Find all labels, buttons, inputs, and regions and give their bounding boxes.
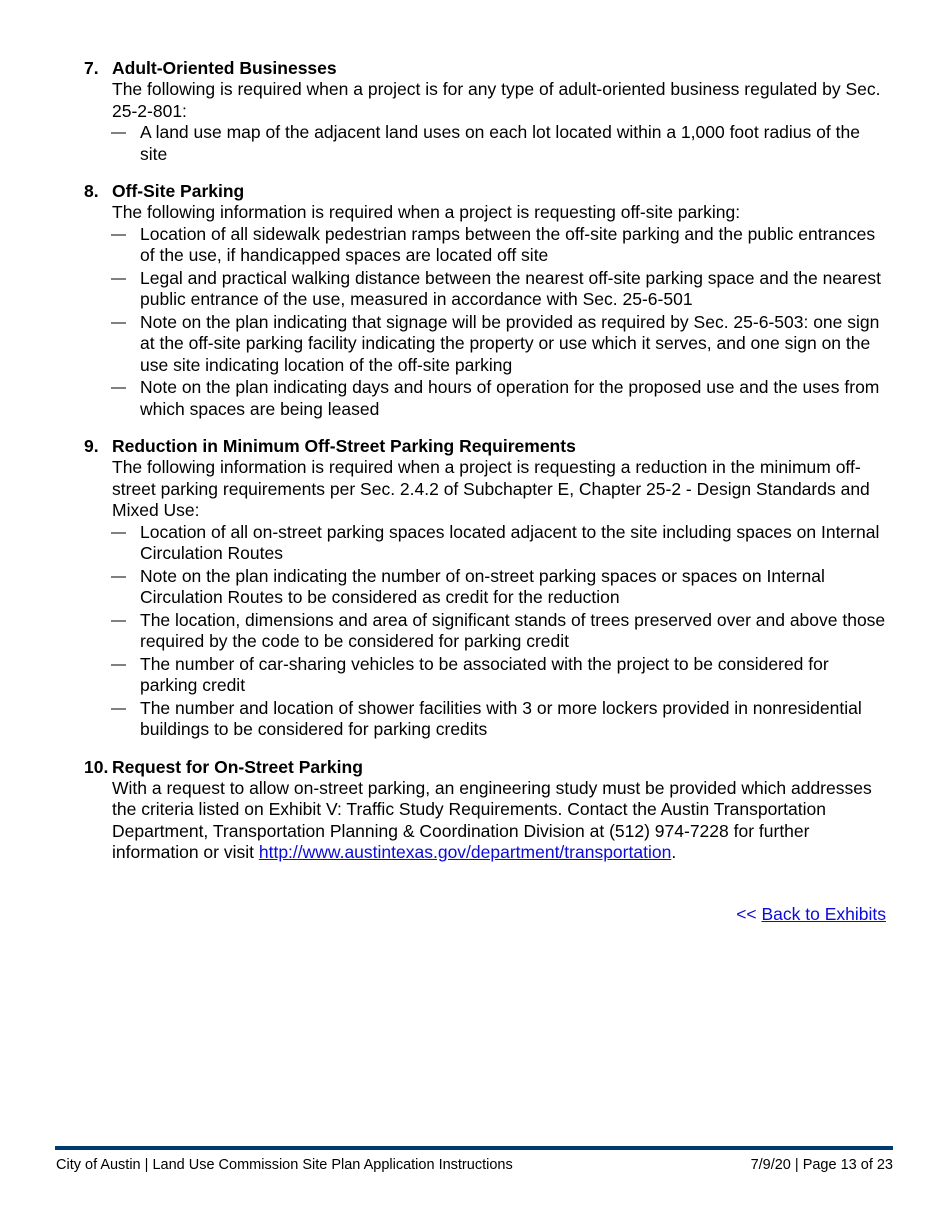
dash-bullet-icon: — [111, 611, 126, 629]
back-arrow-icon: << [736, 904, 762, 924]
section-title: Request for On-Street Parking [112, 756, 363, 777]
list-item-text: A land use map of the adjacent land uses on each lot located within a 1,000 foot radius of the site [140, 122, 860, 164]
section-parking-reduction [0, 435, 950, 741]
section-on-street-parking [0, 756, 950, 864]
section-body-trailing: . [671, 842, 677, 862]
section-number: 10. [84, 756, 109, 777]
dash-bullet-icon: — [111, 523, 126, 541]
list-item [111, 223, 890, 267]
section-body [112, 778, 895, 864]
dash-bullet-icon: — [111, 269, 126, 287]
section-number: 9. [84, 436, 99, 456]
document-body [0, 57, 950, 879]
transportation-link[interactable]: http://www.austintexas.gov/department/transportation [258, 842, 672, 862]
list-item [111, 267, 890, 311]
section-off-site-parking [0, 180, 950, 420]
dash-bullet-icon: — [111, 379, 126, 396]
list-item-text: Location of all sidewalk pedestrian ramps between the off-site parking and the public entrances of the use, if handicapped spaces are located off site [140, 223, 876, 265]
section-adult-oriented-businesses [0, 57, 950, 165]
section-body-text: With a request to allow on-street parking, an engineering study must be provided which addresses the criteria listed on Exhibit V: Traffic Study Requirements. Contact the Austin Transportation Department, Transportation Planning & Coordination Division at (512) 974-7228 for further information or visit [112, 777, 872, 862]
list-item-text: Note on the plan indicating that signage will be provided as required by Sec. 25-6-503: one sign at the off-site parking facility indicating the property or use which it serves, and one sign on the use site indicating location of the off-site parking [140, 311, 880, 375]
back-navigation [736, 903, 886, 925]
section-intro: The following information is required when a project is requesting off-site parking: [112, 202, 741, 222]
footer-page-info: 7/9/20 | Page 13 of 23 [750, 1157, 893, 1173]
list-item [111, 697, 890, 741]
dash-bullet-icon: — [111, 567, 126, 585]
list-item [111, 565, 890, 609]
section-intro: The following information is required when a project is requesting a reduction in the minimum off-street parking requirements per Sec. 2.4.2 of Subchapter E, Chapter 25-2 - Design Standards and Mixed Use: [112, 457, 870, 520]
footer-divider [55, 1146, 893, 1150]
section-number: 8. [84, 181, 99, 201]
list-item-text: The number and location of shower facilities with 3 or more lockers provided in nonresidential buildings to be considered for parking credits [140, 697, 862, 739]
bullet-list [0, 522, 950, 741]
dash-bullet-icon: — [111, 225, 126, 243]
list-item [111, 122, 890, 165]
list-item [111, 521, 890, 565]
footer-title: City of Austin | Land Use Commission Site Plan Application Instructions [56, 1157, 513, 1173]
list-item [111, 377, 890, 420]
dash-bullet-icon: — [111, 699, 126, 717]
back-to-exhibits-link[interactable]: Back to Exhibits [761, 904, 886, 924]
section-title: Reduction in Minimum Off-Street Parking Requirements [112, 436, 576, 456]
list-item [111, 311, 890, 377]
bullet-list [0, 224, 950, 421]
list-item-text: Location of all on-street parking spaces located adjacent to the site including spaces on Internal Circulation Routes [140, 521, 880, 563]
section-title: Off-Site Parking [112, 181, 245, 201]
dash-bullet-icon: — [111, 124, 126, 141]
bullet-list [0, 122, 950, 165]
section-number: 7. [84, 58, 99, 78]
list-item-text: Note on the plan indicating days and hours of operation for the proposed use and the uses from which spaces are being leased [140, 377, 880, 419]
list-item-text: Note on the plan indicating the number of on-street parking spaces or spaces on Internal Circulation Routes to be considered as credit for the reduction [140, 565, 825, 607]
section-title: Adult-Oriented Businesses [112, 58, 337, 78]
list-item-text: Legal and practical walking distance between the nearest off-site parking space and the nearest public entrance of the use, measured in accordance with Sec. 25-6-501 [140, 267, 881, 309]
list-item-text: The number of car-sharing vehicles to be associated with the project to be considered for parking credit [140, 653, 829, 695]
dash-bullet-icon: — [111, 655, 126, 673]
list-item-text: The location, dimensions and area of significant stands of trees preserved over and above those required by the code to be considered for parking credit [140, 609, 886, 651]
list-item [111, 653, 890, 697]
dash-bullet-icon: — [111, 313, 126, 331]
section-intro: The following is required when a project is for any type of adult-oriented business regulated by Sec. 25-2-801: [112, 79, 881, 121]
list-item [111, 609, 890, 653]
